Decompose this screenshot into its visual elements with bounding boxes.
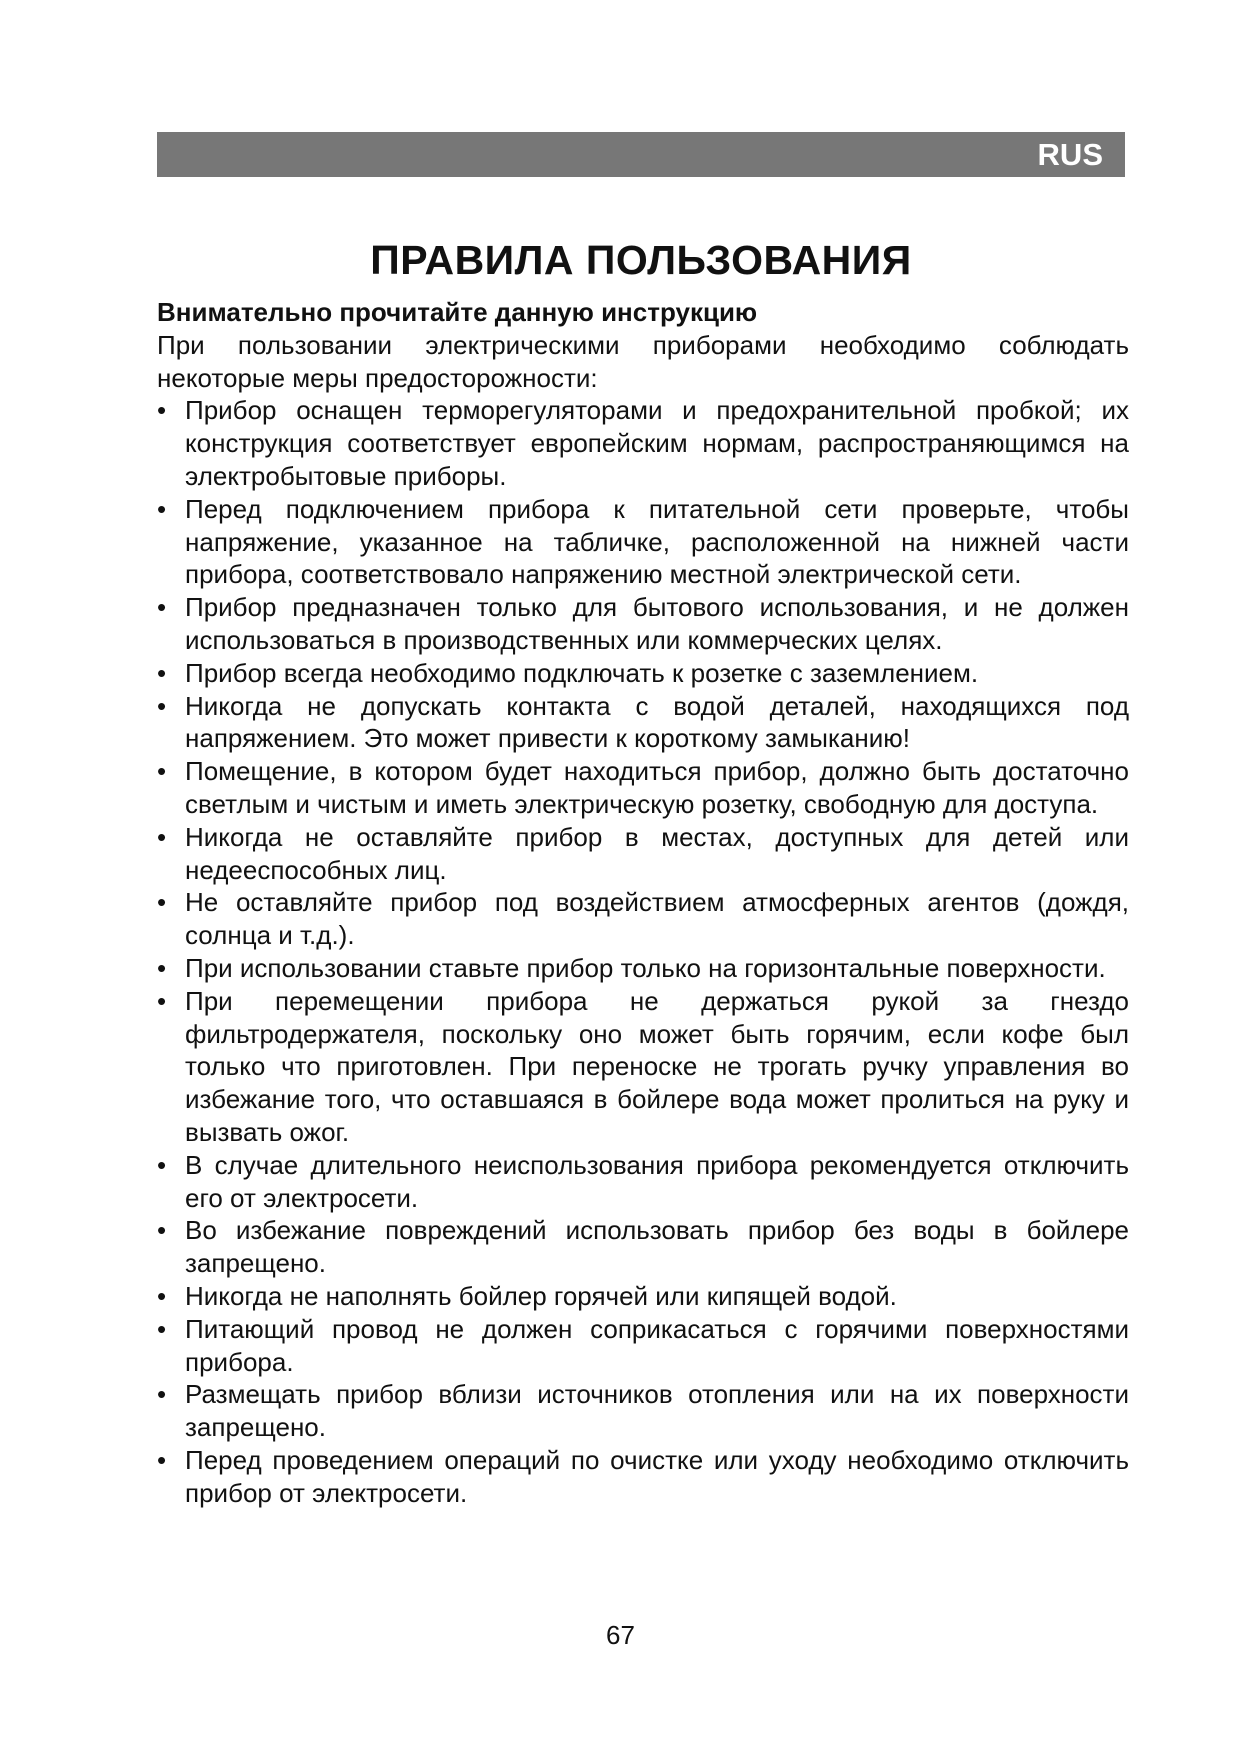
list-item xyxy=(157,821,1129,887)
bullet-icon: • xyxy=(157,1215,167,1246)
rule-text: Никогда не оставляйте прибор в местах, доступных для детей или недееспособных лиц. xyxy=(185,821,1129,885)
bullet-icon: • xyxy=(157,690,167,721)
list-item xyxy=(157,952,1129,985)
list-item xyxy=(157,394,1129,492)
language-label: RUS xyxy=(1037,137,1103,172)
rule-text: Никогда не наполнять бойлер горячей или кипящей водой. xyxy=(185,1280,897,1311)
bullet-icon: • xyxy=(157,1149,167,1180)
bullet-icon: • xyxy=(157,592,167,623)
rule-text: Перед подключением прибора к питательной сети проверьте, чтобы напряжение, указанное на табличке, расположенной на нижней части прибора, соответствовало напряжению местной электрической сети. xyxy=(185,493,1129,590)
language-header-bar xyxy=(157,132,1125,177)
bullet-icon: • xyxy=(157,1379,167,1410)
bullet-icon: • xyxy=(157,493,167,524)
list-item xyxy=(157,1444,1129,1510)
rule-text: В случае длительного неиспользования прибора рекомендуется отключить его от электросети. xyxy=(185,1149,1129,1213)
bullet-icon: • xyxy=(157,985,167,1016)
rule-text: Прибор предназначен только для бытового использования, и не должен использоваться в производственных или коммерческих целях. xyxy=(185,592,1129,655)
intro-paragraph: При пользовании электрическими приборами необходимо соблюдать некоторые меры предосторожности: xyxy=(157,329,1129,393)
bullet-icon: • xyxy=(157,887,167,918)
bullet-icon: • xyxy=(157,395,167,426)
list-item xyxy=(157,985,1129,1149)
page-number: 67 xyxy=(606,1620,635,1650)
rule-text: Помещение, в котором будет находиться прибор, должно быть достаточно светлым и чистым и иметь электрическую розетку, свободную для доступа. xyxy=(185,756,1129,819)
list-item xyxy=(157,1313,1129,1379)
list-item xyxy=(157,755,1129,821)
list-item xyxy=(157,493,1129,591)
bullet-icon: • xyxy=(157,1444,167,1475)
safety-rules-list xyxy=(157,394,1129,1509)
bullet-icon: • xyxy=(157,1313,167,1344)
instructions-section xyxy=(157,296,1129,1509)
list-item xyxy=(157,1378,1129,1444)
bullet-icon: • xyxy=(157,756,167,787)
rule-text: Не оставляйте прибор под воздействием атмосферных агентов (дождя, солнца и т.д.). xyxy=(185,887,1129,951)
list-item xyxy=(157,690,1129,756)
rule-text: При использовании ставьте прибор только на горизонтальные поверхности. xyxy=(185,952,1106,983)
list-item xyxy=(157,1214,1129,1280)
list-item xyxy=(157,886,1129,952)
list-item xyxy=(157,1280,1129,1313)
rule-text: Никогда не допускать контакта с водой деталей, находящихся под напряжением. Это может привести к короткому замыканию! xyxy=(185,690,1129,754)
list-item xyxy=(157,657,1129,690)
rule-text: При перемещении прибора не держаться рукой за гнездо фильтродержателя, поскольку оно может быть горячим, если кофе был только что приготовлен. При переноске не трогать ручку управления во избежание того, что оставшаяся в бойлере вода может пролиться на руку и вызвать ожог. xyxy=(185,985,1129,1147)
bullet-icon: • xyxy=(157,821,167,852)
rule-text: Перед проведением операций по очистке или уходу необходимо отключить прибор от электросети. xyxy=(185,1444,1129,1508)
bullet-icon: • xyxy=(157,1280,167,1311)
bullet-icon: • xyxy=(157,657,167,688)
section-subtitle: Внимательно прочитайте данную инструкцию xyxy=(157,297,758,327)
rule-text: Размещать прибор вблизи источников отопления или на их поверхности запрещено. xyxy=(185,1379,1129,1443)
list-item xyxy=(157,1149,1129,1215)
bullet-icon: • xyxy=(157,952,167,983)
rule-text: Во избежание повреждений использовать прибор без воды в бойлере запрещено. xyxy=(185,1215,1129,1279)
rule-text: Прибор всегда необходимо подключать к розетке с заземлением. xyxy=(185,657,979,688)
list-item xyxy=(157,591,1129,657)
page-title: ПРАВИЛА ПОЛЬЗОВАНИЯ xyxy=(370,237,912,284)
rule-text: Питающий провод не должен соприкасаться с горячими поверхностями прибора. xyxy=(185,1313,1129,1377)
rule-text: Прибор оснащен терморегуляторами и предохранительной пробкой; их конструкция соответствует европейским нормам, распространяющимся на электробытовые приборы. xyxy=(185,395,1129,491)
